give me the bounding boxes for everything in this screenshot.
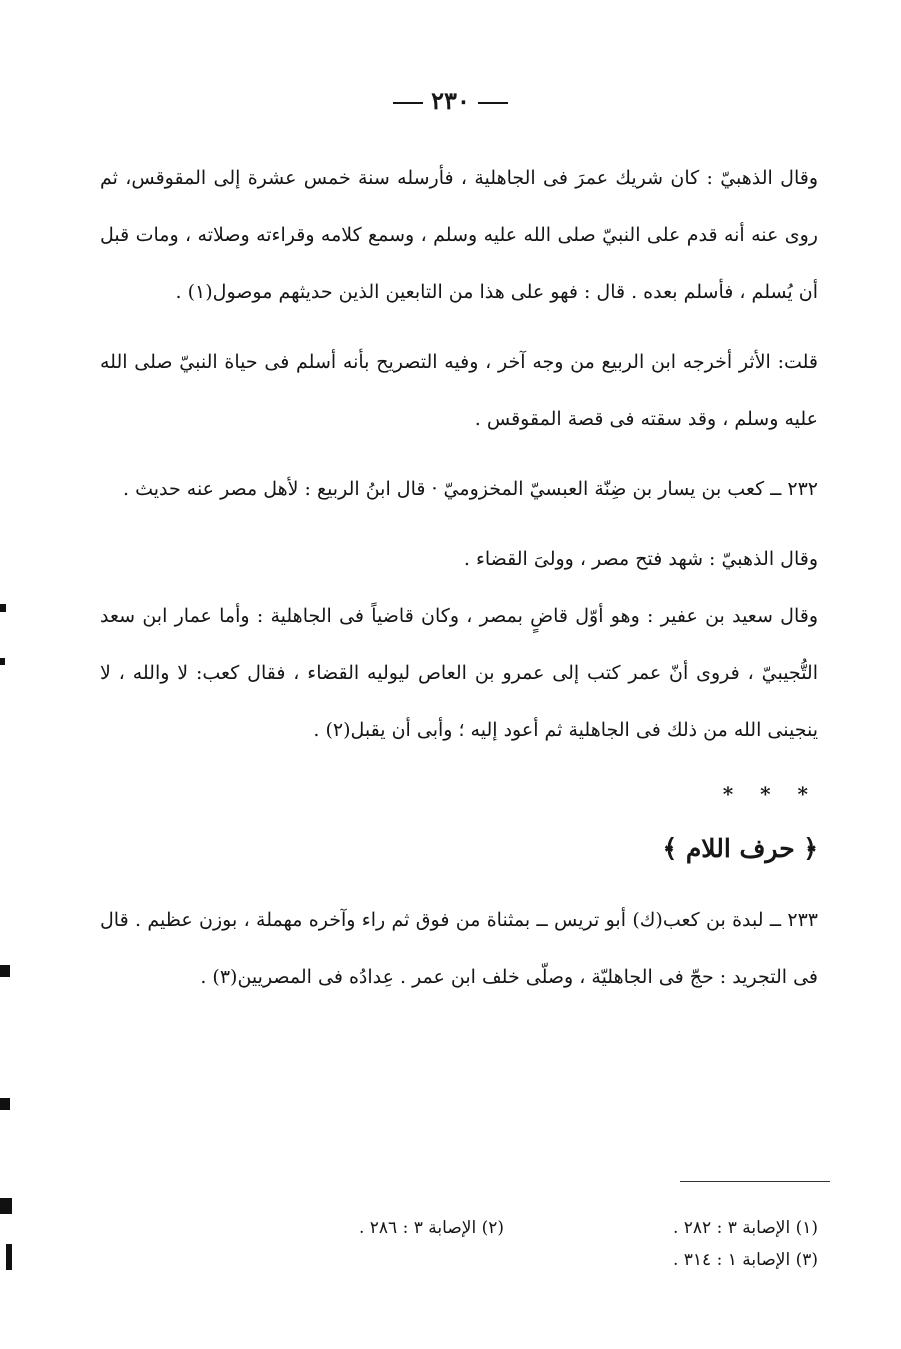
page-header [0, 86, 901, 115]
scan-edge-mark [0, 965, 10, 977]
paragraph-qultu: قلت: الأثر أخرجه ابن الربيع من وجه آخر ، وفيه التصريح بأنه أسلم فى حياة النبيّ صلى الله عليه وسلم ، وقد سقته فى قصة المقوقس . [100, 351, 818, 430]
footnote-1: (١) الإصابة ٣ : ٢٨٢ . [672, 1218, 818, 1238]
section-heading: ﴿ حرف اللام ﴾ [662, 834, 818, 863]
paragraph-said-ibn-ufayr: وقال سعيد بن عفير : وهو أوّل قاضٍ بمصر ، وكان قاضياً فى الجاهلية : وأما عمار ابن سعد التُّجيبيّ ، فروى أنّ عمر كتب إلى عمرو بن العاص ليوليه القضاء ، فقال كعب: لا والله ، لا ينجينى الله من ذلك فى الجاهلية ثم أعود إليه ؛ وأبى أن يقبل(٢) . [100, 605, 818, 741]
footnote-row [190, 1212, 818, 1244]
paragraph-dhahabi-shurayk: وقال الذهبيّ : كان شريك عمرَ فى الجاهلية ، فأرسله سنة خمس عشرة إلى المقوقس، ثم روى عنه أنه قدم على النبيّ صلى الله عليه وسلم ، وسمع كلامه وقراءته وصلاته ، ومات قبل أن يُسلم ، فأسلم بعده . قال : فهو على هذا من التابعين الذين حديثهم موصول(١) . [100, 167, 818, 303]
header-dash-left [393, 102, 423, 104]
footnote-divider [680, 1181, 830, 1182]
scan-edge-mark [6, 1244, 12, 1270]
footnote-3: (٣) الإصابة ١ : ٣١٤ . [672, 1250, 818, 1270]
entry-233: ٢٣٣ ــ لبدة بن كعب(ك) أبو تريس ــ بمثناة من فوق ثم راء وآخره مهملة ، بوزن عظيم . قال فى التجريد : حجّ فى الجاهليّة ، وصلّى خلف ابن عمر . عِدادُه فى المصريين(٣) . [100, 909, 818, 988]
scan-edge-mark [0, 1198, 12, 1214]
scan-edge-mark [0, 658, 5, 665]
entry-232: ٢٣٢ ــ كعب بن يسار بن ضِنّة العبسيّ المخزوميّ · قال ابنُ الربيع : لأهل مصر عنه حديث . [122, 478, 818, 500]
scan-edge-mark [0, 604, 6, 612]
section-separator-stars: * * * [722, 782, 818, 806]
footnote-2: (٢) الإصابة ٣ : ٢٨٦ . [358, 1218, 504, 1238]
body-text [100, 150, 818, 1006]
header-dash-right [478, 102, 508, 104]
page-number: ٢٣٠ [431, 86, 470, 115]
paragraph-dhahabi-kab: وقال الذهبيّ : شهد فتح مصر ، وولىَ القضاء . [463, 548, 818, 570]
scan-edge-mark [0, 1098, 10, 1110]
footnotes [190, 1212, 818, 1276]
footnote-row [190, 1244, 818, 1276]
